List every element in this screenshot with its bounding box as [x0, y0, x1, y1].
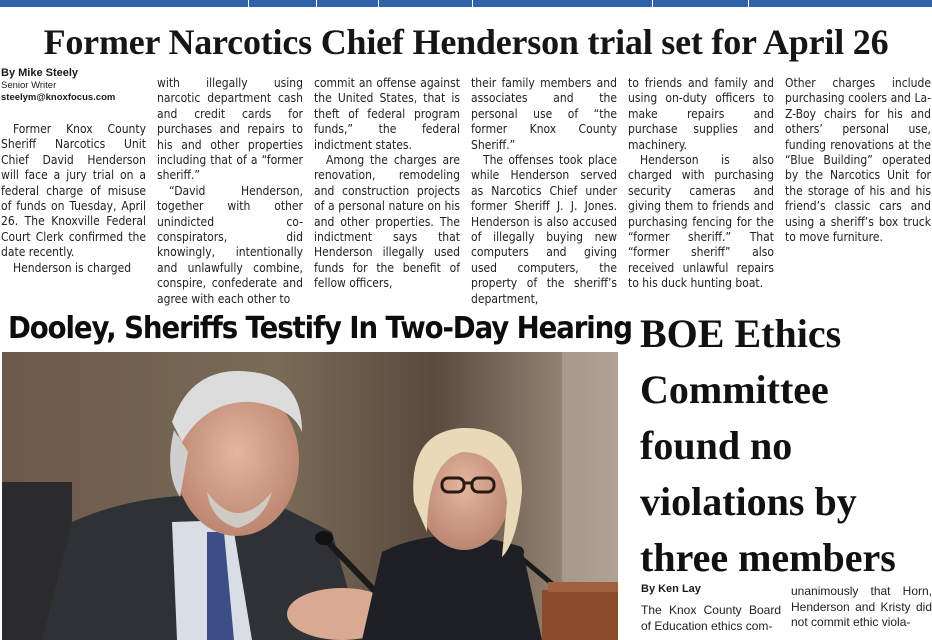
article-column-5	[628, 76, 774, 292]
main-byline	[1, 67, 149, 104]
paragraph: Henderson is also charged with purchasing security cameras and giving them to friends and purchasing fencing for the “former sheriff.” That “former sheriff” also received unlawful repairs to his duck hunting boat.	[628, 153, 774, 291]
paragraph: The offenses took place while Henderson served as Narcotics Chief under former Sheriff J. J. Jones. Henderson is also accused of illegally buying new computers and giving used computers, the property of the sheriff’s department,	[471, 153, 617, 306]
paragraph: Henderson is charged	[13, 260, 132, 275]
boe-byline: By Ken Lay	[641, 583, 701, 595]
boe-headline: BOE Ethics Committee found no violations by three members	[640, 311, 896, 580]
paragraph: “David Henderson, together with other unindicted co-conspirators, did knowingly, intentionally and unlawfully combine, conspire, confederate and agree with each other to	[157, 183, 303, 306]
hearing-photo-illustration	[2, 352, 618, 640]
paragraph: Former Knox County Sheriff Narcotics Unit Chief David Henderson will face a jury trial on a federal charge of misuse of funds on Tuesday, April 26. The Knoxville Federal Court Clerk confirmed the date recently.	[1, 122, 146, 260]
article-column-2	[157, 76, 303, 307]
top-color-rule	[0, 0, 932, 7]
boe-column-1: The Knox County Board of Education ethics com-	[641, 603, 781, 633]
main-headline: Former Narcotics Chief Henderson trial set for April 26	[43, 22, 889, 62]
dooley-headline: Dooley, Sheriffs Testify In Two-Day Hearing	[8, 311, 632, 346]
paragraph: Other charges include purchasing coolers and La-Z-Boy chairs for his and others’ personal use, funding renovations at the “Blue Building” operated by the Narcotics Unit for the storage of his and his friend’s classic cars and using a sheriff’s box truck to move furniture.	[785, 76, 931, 245]
byline-name: By Mike Steely	[1, 67, 79, 79]
article-column-4	[471, 76, 617, 307]
paragraph: commit an offense against the United States, that is theft of federal program funds,” the federal indictment states.	[314, 76, 460, 152]
hearing-photo	[2, 352, 618, 640]
paragraph: with illegally using narcotic department cash and credit cards for purchases and repairs to his and other properties including that of a “former sheriff.”	[157, 76, 303, 183]
article-column-6	[785, 76, 931, 245]
paragraph: their family members and associates and the personal use of “the former Knox County Sheriff.”	[471, 76, 617, 152]
paragraph: Among the charges are renovation, remodeling and construction projects of a personal nature on his and other properties. The indictment says that Henderson illegally used funds for the benefit of fellow officers,	[314, 153, 460, 291]
article-column-1	[1, 122, 146, 276]
boe-column-2: unanimously that Horn, Henderson and Kristy did not commit ethic viola-	[791, 584, 932, 629]
article-column-3	[314, 76, 460, 292]
paragraph: to friends and family and using on-duty officers to make repairs and purchase supplies and machinery.	[628, 76, 774, 152]
byline-role: Senior Writer	[1, 80, 57, 91]
byline-email[interactable]: steelym@knoxfocus.com	[1, 92, 116, 103]
